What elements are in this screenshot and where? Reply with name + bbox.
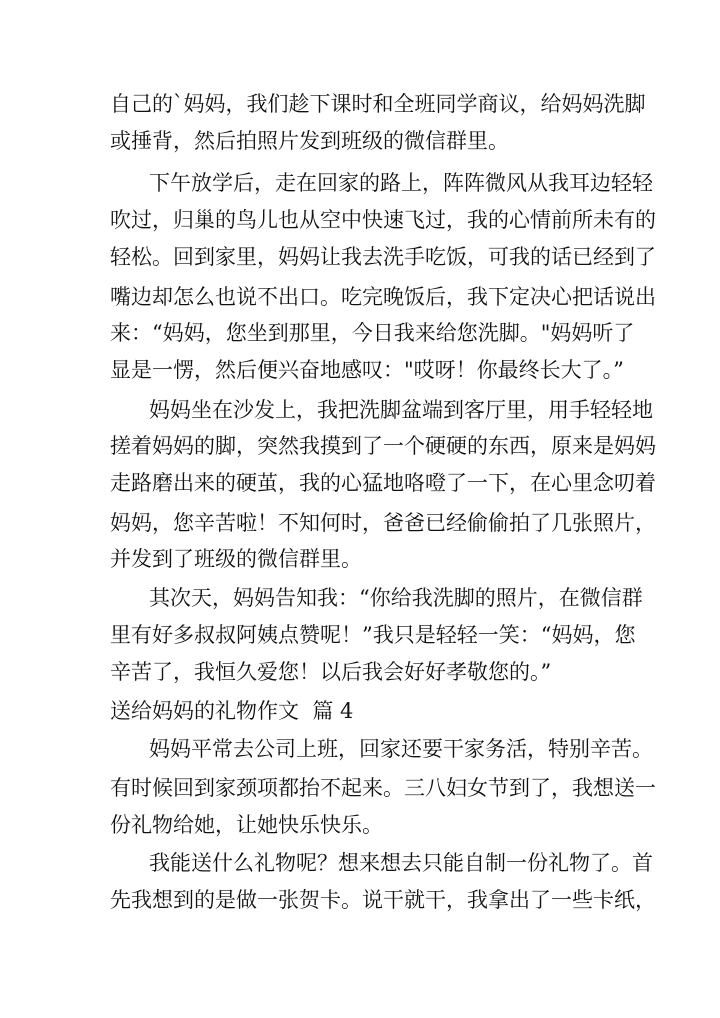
line-text: 辛苦了，我恒久爱您！以后我会好好孝敬您的。” [110, 660, 552, 684]
text-line [0, 356, 720, 384]
line-text: 里有好多叔叔阿姨点赞呢！”我只是轻轻一笑：“妈妈，您 [110, 623, 636, 647]
text-line [0, 886, 720, 914]
text-line [0, 90, 720, 118]
line-text: 妈妈平常去公司上班，回家还要干家务活，特别辛苦。 [149, 737, 653, 761]
line-text: 先我想到的是做一张贺卡。说干就干，我拿出了一些卡纸， [110, 888, 656, 912]
text-line [0, 206, 720, 234]
line-text: 其次天，妈妈告知我：“你给我洗脚的照片，在微信群 [149, 586, 643, 610]
text-line [0, 811, 720, 839]
text-line [0, 319, 720, 347]
text-line [0, 584, 720, 612]
line-text: 妈妈坐在沙发上，我把洗脚盆端到客厅里，用手轻轻地 [149, 398, 653, 422]
text-line [0, 432, 720, 460]
text-line [0, 469, 720, 497]
section-heading [0, 697, 720, 725]
line-text: 或捶背，然后拍照片发到班级的微信群里。 [110, 129, 509, 153]
line-text: 并发到了班级的微信群里。 [110, 547, 362, 571]
text-line [0, 735, 720, 763]
text-line [0, 509, 720, 537]
line-text: 妈妈，您辛苦啦！不知何时，爸爸已经偷偷拍了几张照片， [110, 511, 656, 535]
text-line [0, 621, 720, 649]
line-text: 份礼物给她，让她快乐快乐。 [110, 813, 383, 837]
line-text: 下午放学后，走在回家的路上，阵阵微风从我耳边轻轻 [149, 171, 653, 195]
text-line [0, 283, 720, 311]
line-text: 我能送什么礼物呢？想来想去只能自制一份礼物了。首 [149, 851, 653, 875]
line-text: 嘴边却怎么也说不出口。吃完晚饭后，我下定决心把话说出 [110, 285, 656, 309]
text-line [0, 774, 720, 802]
text-line [0, 243, 720, 271]
text-line [0, 169, 720, 197]
line-text: 搓着妈妈的脚，突然我摸到了一个硬硬的东西，原来是妈妈 [110, 434, 656, 458]
line-text: 轻松。回到家里，妈妈让我去洗手吃饭，可我的话已经到了 [110, 245, 656, 269]
text-line [0, 658, 720, 686]
line-text: 吹过，归巢的鸟儿也从空中快速飞过，我的心情前所未有的 [110, 208, 656, 232]
text-line [0, 396, 720, 424]
line-text: 自己的`妈妈，我们趁下课时和全班同学商议，给妈妈洗脚 [110, 92, 646, 116]
heading-text: 送给妈妈的礼物作文 篇 4 [110, 699, 354, 723]
line-text: 走路磨出来的硬茧，我的心猛地咯噔了一下，在心里念叨着 [110, 471, 656, 495]
text-line [0, 849, 720, 877]
text-line [0, 545, 720, 573]
line-text: 来：“妈妈，您坐到那里，今日我来给您洗脚。"妈妈听了 [110, 321, 635, 345]
line-text: 有时候回到家颈项都抬不起来。三八妇女节到了，我想送一 [110, 776, 656, 800]
text-line [0, 127, 720, 155]
line-text: 显是一愣，然后便兴奋地感叹："哎呀！你最终长大了。” [110, 358, 624, 382]
